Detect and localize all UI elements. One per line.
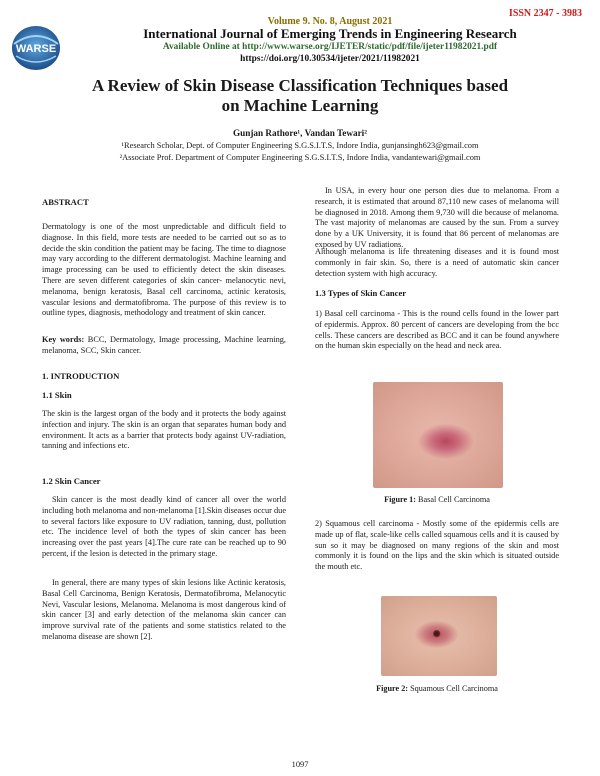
page-number: 1097 bbox=[291, 760, 309, 769]
right-para-1: In USA, in every hour one person dies due to melanoma. From a research, it is estimated that around 87,110 new cases of melanoma will be diagnosed in 2018. Among them 9,730 will die because of melanoma. The vast majority of melanomas are caused by the sun. From a survey done by a UK University, it is found that 86 percent of melanomas are exposed by UV radiations. bbox=[315, 186, 559, 249]
affiliation-1: ¹Research Scholar, Dept. of Computer Engineering S.G.S.I.T.S, Indore India, gunjansingh623@gmail.com bbox=[121, 141, 479, 150]
doi-link[interactable]: https://doi.org/10.30534/ijeter/2021/11982021 bbox=[240, 54, 420, 64]
paper-title bbox=[0, 76, 600, 116]
figure-2-image bbox=[381, 596, 497, 676]
issn-label: ISSN 2347 - 3983 bbox=[508, 8, 582, 19]
section-1-2-para-1: Skin cancer is the most deadly kind of cancer all over the world including both melanoma and non-melanoma [1].Skin diseases occur due to several factors like exposure to UV radiation, tanning, dust, pollution etc. The incidence level of both the types of skin cancer has been increasing over the past years [4].The cure rate can be reached up to 90 percent, if the lesion is detected in the primary stage. bbox=[42, 495, 286, 558]
keywords bbox=[42, 335, 286, 357]
authors: Gunjan Rathore¹, Vandan Tewari² bbox=[232, 128, 367, 138]
scc-description: 2) Squamous cell carcinoma - Mostly some of the epidermis cells are made up of flat, scale-like cells called squamous cells and it is caused by sun so it may be diagnosed on many regions of the skin and most commonly it is found on the lips and the skin which is situated outside the mouth etc. bbox=[315, 519, 559, 572]
available-online-link[interactable]: Available Online at http://www.warse.org/IJETER/static/pdf/file/ijeter11982021.pdf bbox=[162, 42, 498, 52]
keywords-list: BCC, Dermatology, Image processing, Machine learning, melanoma, SCC, Skin cancer. bbox=[42, 335, 286, 355]
paper-title-line2: on Machine Learning bbox=[221, 96, 379, 115]
affiliation-2: ²Associate Prof. Department of Computer Engineering S.G.S.I.T.S, Indore India, vandantewari@gmail.com bbox=[119, 153, 481, 162]
bcc-description: 1) Basal cell carcinoma - This is the round cells found in the lower part of epidermis. Approx. 80 percent of cancers are developing from the bcc cells. These cancers are described as BCC and it can be found anywhere on the human skin especially on the head and neck area. bbox=[315, 309, 559, 351]
abstract-text: Dermatology is one of the most unpredictable and difficult field to diagnose. In this field, more tests are needed to be carried out so as to decide the skin condition the patient may be facing. The time to diagnose may vary according to the different dermatologist. Machine learning and image processing can be used to efficiently detect the skin diseases. There are seven different categories of skin cancer- melanocytic nevi, melanoma, benign keratosis, Basal cell carcinoma, actinic keratosis, vascular lesions and dermatofibroma. The purpose of this review is to outline types, diagnosis, methodology and treatment of skin cancer. bbox=[42, 222, 286, 318]
section-1-2-para-2: In general, there are many types of skin lesions like Actinic keratosis, Basal Cell Carcinoma, Benign Keratosis, Dermatofibroma, Melanocytic Nevi, Vascular lesions, Melanoma. Melanoma is most dangerous kind of skin cancer [3] and early detection of the melanoma skin cancer can improve survival rate of the patients and some statistics related to the melanoma disease are shown [2]. bbox=[42, 578, 286, 641]
section-1-2-heading: 1.2 Skin Cancer bbox=[42, 476, 101, 486]
section-1-1-heading: 1.1 Skin bbox=[42, 390, 72, 400]
paper-title-line1: A Review of Skin Disease Classification Techniques based bbox=[91, 76, 509, 95]
figure-1-image bbox=[373, 382, 503, 488]
section-1-3-heading: 1.3 Types of Skin Cancer bbox=[315, 288, 407, 298]
keywords-label: Key words: bbox=[42, 335, 85, 344]
figure-2-caption: Figure 2: Squamous Cell Carcinoma bbox=[376, 684, 498, 693]
abstract-heading: ABSTRACT bbox=[42, 197, 89, 207]
introduction-heading: 1. INTRODUCTION bbox=[42, 371, 120, 381]
journal-title: International Journal of Emerging Trends in Engineering Research bbox=[143, 26, 517, 41]
right-para-2: Although melanoma is life threatening diseases and it is found most commonly in fair skin. So, there is a need of automatic skin cancer detection system with high accuracy. bbox=[315, 247, 559, 278]
figure-1-caption: Figure 1: Basal Cell Carcinoma bbox=[384, 495, 490, 504]
section-1-1-text: The skin is the largest organ of the body and it protects the body against infection and injury. The skin is an organ that separates human body and environment. It acts as a barrier that protects body against UV-radiation, tanning and infections etc. bbox=[42, 409, 286, 451]
logo-text: WARSE bbox=[15, 43, 57, 55]
volume-line: Volume 9. No. 8, August 2021 bbox=[267, 16, 393, 27]
